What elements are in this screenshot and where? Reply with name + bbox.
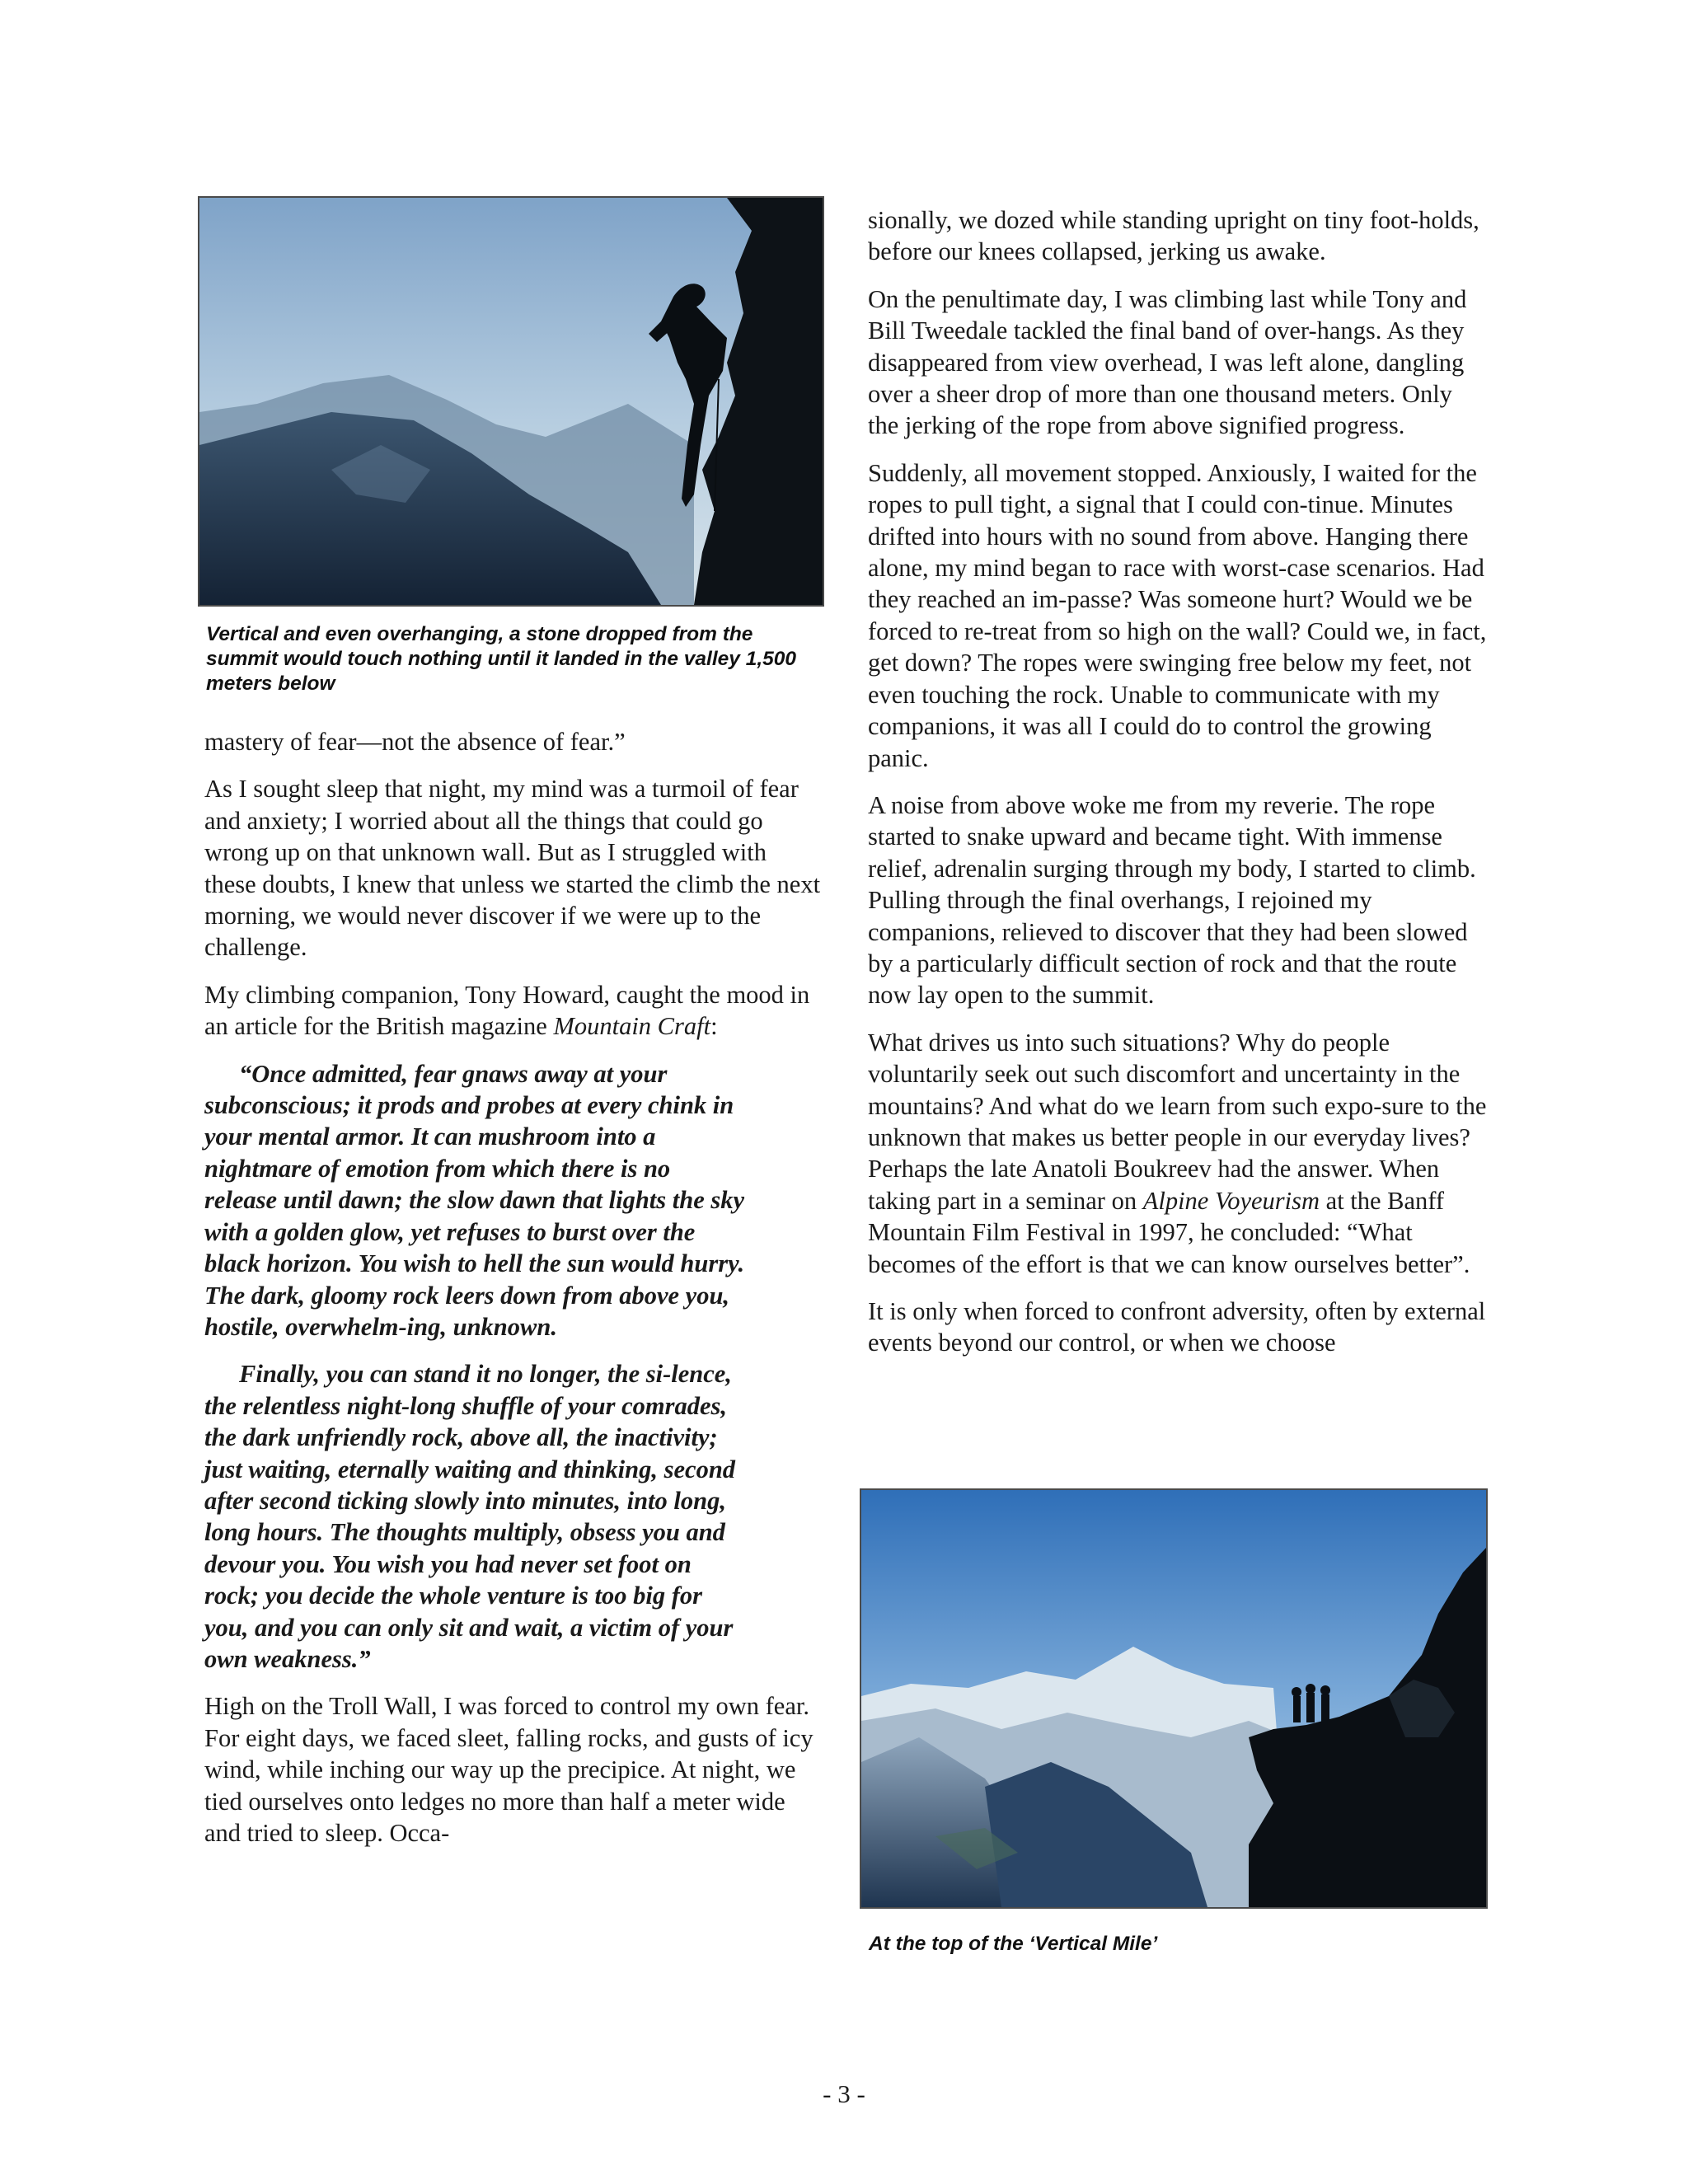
right-column xyxy=(868,204,1488,1375)
seminar-title: Alpine Voyeurism xyxy=(1142,1186,1320,1215)
paragraph: A noise from above woke me from my reverie. The rope started to snake upward and became tight. With immense relief, adrenalin surging through my body, I started to climb. Pulling through the final overhangs, I rejoined my companions, relieved to discover that they had been slowed by a particularly difficult section of rock and that the route now lay open to the summit. xyxy=(868,790,1476,1010)
paragraph-text: What drives us into such situations? Why do people voluntarily seek out such discomfort and uncertainty in the mountains? And what do we learn from such expo-sure to the unknown that makes us better people in our everyday lives? Perhaps the late Anatoli Boukreev had the answer. When taking part in a seminar on xyxy=(868,1028,1487,1215)
figure-caption: At the top of the ‘Vertical Mile’ xyxy=(869,1933,1158,1955)
paragraph: sionally, we dozed while standing upright on tiny foot-holds, before our knees collapsed, jerking us awake. xyxy=(868,206,1479,266)
paragraph: As I sought sleep that night, my mind was a turmoil of fear and anxiety; I worried about all the things that could go wrong up on that unknown wall. But as I struggled with these doubts, I knew that unless we started the climb the next morning, we would never discover if we were up to the challenge. xyxy=(204,775,821,962)
climber-figures xyxy=(1292,1684,1330,1722)
summit-photo-image xyxy=(861,1490,1486,1907)
paragraph-text: at the Banff Mountain Film Festival in 1997, he concluded: “What becomes of the effort is that we can know ourselves better”. xyxy=(868,1186,1470,1278)
paragraph-text: My climbing companion, Tony Howard, caught the mood in an article for the British magazine xyxy=(204,980,810,1041)
paragraph: Suddenly, all movement stopped. Anxiously, I waited for the ropes to pull tight, a signal that I could con-tinue. Minutes drifted into hours with no sound from above. Hanging there alone, my mind began to race with worst-case scenarios. Had they reached an im-passe? Was someone hurt? Would we be forced to re-treat from so high on the wall? Could we, in fact, get down? The ropes were swinging free below my feet, not even touching the rock. Unable to communicate with my companions, it was all I could do to control the growing panic. xyxy=(868,458,1487,772)
paragraph: On the penultimate day, I was climbing last while Tony and Bill Tweedale tackled the final band of over-hangs. As they disappeared from view overhead, I was left alone, dangling over a sheer drop of more than one thousand meters. Only the jerking of the rope from above signified progress. xyxy=(868,284,1467,440)
quote-paragraph: Finally, you can stand it no longer, the si-lence, the relentless night-long shuffle of your comrades, the dark unfriendly rock, above all, the inactivity; just waiting, eternally waiting and thinking, second after second ticking slowly into minutes, into long, long hours. The thoughts multiply, obsess you and devour you. You wish you had never set foot on rock; you decide the whole venture is too big for you, and you can only sit and wait, a victim of your own weakness.” xyxy=(204,1360,736,1673)
paragraph: High on the Troll Wall, I was forced to control my own fear. For eight days, we faced sleet, falling rocks, and gusts of icy wind, while inching our way up the precipice. At night, we tied ourselves onto ledges no more than half a meter wide and tried to sleep. Occa- xyxy=(204,1692,814,1847)
page-number: - 3 - xyxy=(823,2079,865,2108)
block-quote xyxy=(204,1058,823,1675)
left-column xyxy=(204,726,823,1864)
climber-photo-image xyxy=(199,198,823,605)
figure-caption: Vertical and even overhanging, a stone dropped from the summit would touch nothing until it landed in the valley 1,500 meters below xyxy=(206,623,797,695)
paragraph xyxy=(204,979,823,1043)
paragraph: mastery of fear—not the absence of fear.” xyxy=(204,728,626,756)
figure-summit-photo xyxy=(860,1488,1488,1909)
quote-paragraph: “Once admitted, fear gnaws away at your subconscious; it prods and probes at every chink in your mental armor. It can mushroom into a nightmare of emotion from which there is no release until dawn; the slow dawn that lights the sky with a golden glow, yet refuses to burst over the black horizon. You wish to hell the sun would hurry. The dark, gloomy rock leers down from above you, hostile, overwhelm-ing, unknown. xyxy=(204,1059,745,1341)
figure-climber-photo xyxy=(198,196,824,607)
paragraph-text: : xyxy=(710,1012,718,1041)
magazine-title: Mountain Craft xyxy=(553,1012,711,1041)
paragraph: It is only when forced to confront adversity, often by external events beyond our control, or when we choose xyxy=(868,1297,1486,1357)
paragraph xyxy=(868,1027,1488,1280)
